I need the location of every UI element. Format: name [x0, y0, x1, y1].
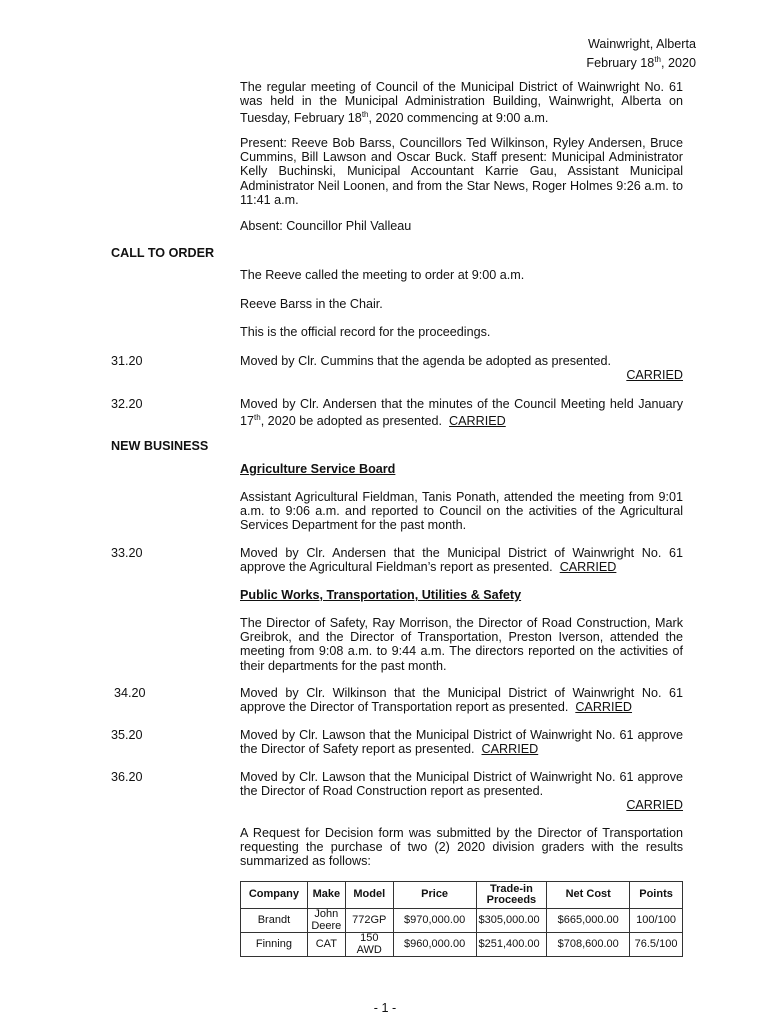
- motion-text: Moved by Clr. Cummins that the agenda be adopted as presented. CARRIED: [240, 354, 683, 383]
- table-cell: $708,600.00: [547, 933, 630, 957]
- table-cell: 76.5/100: [630, 933, 683, 957]
- grader-comparison-table: [240, 881, 683, 957]
- column-header: Model: [345, 882, 393, 909]
- rfd-paragraph: A Request for Decision form was submitted by the Director of Transportation requesting the purchase of two (2) 2020 division graders with the results summarized as follows:: [240, 826, 683, 869]
- header-location: Wainwright, Alberta: [587, 37, 696, 51]
- page-number: - 1 -: [373, 1001, 397, 1015]
- table-cell: $305,000.00: [476, 909, 547, 933]
- table-cell: $251,400.00: [476, 933, 547, 957]
- call-to-order-line: The Reeve called the meeting to order at 9:00 a.m.: [240, 268, 525, 282]
- official-record-line: This is the official record for the proceedings.: [240, 325, 491, 339]
- table-cell: $960,000.00: [393, 933, 476, 957]
- table-cell: John Deere: [307, 909, 345, 933]
- motion-number: 34.20: [114, 686, 146, 700]
- motion-number: 31.20: [111, 354, 143, 368]
- chair-line: Reeve Barss in the Chair.: [240, 297, 383, 311]
- carried-label: CARRIED: [481, 742, 539, 757]
- column-header: Points: [630, 882, 683, 909]
- column-header: Price: [393, 882, 476, 909]
- asb-title: Agriculture Service Board: [240, 462, 396, 476]
- column-header: Make: [307, 882, 345, 909]
- motion-number: 33.20: [111, 546, 143, 560]
- table-cell: 150 AWD: [345, 933, 393, 957]
- table-cell: $665,000.00: [547, 909, 630, 933]
- table-row: [241, 933, 683, 957]
- column-header: Company: [241, 882, 308, 909]
- header-date: February 18th, 2020: [586, 55, 696, 71]
- public-works-paragraph: The Director of Safety, Ray Morrison, the Director of Road Construction, Mark Greibrok, and the Director of Transportation, Preston Iverson, attended the meeting from 9:08 a.m. to 9:44 a.m. The directors reported on the activities of their departments for the past month.: [240, 616, 683, 673]
- table-cell: $970,000.00: [393, 909, 476, 933]
- table-cell: CAT: [307, 933, 345, 957]
- carried-label: CARRIED: [626, 368, 683, 383]
- carried-label: CARRIED: [575, 700, 633, 715]
- carried-label: CARRIED: [626, 798, 683, 813]
- column-header: Net Cost: [547, 882, 630, 909]
- table-cell: Brandt: [241, 909, 308, 933]
- motion-text: Moved by Clr. Andersen that the minutes of the Council Meeting held January 17th, 2020 be adopted as presented. CARRIED: [240, 397, 683, 429]
- table-cell: Finning: [241, 933, 308, 957]
- table-header-row: [241, 882, 683, 909]
- motion-text: Moved by Clr. Andersen that the Municipal District of Wainwright No. 61 approve the Agricultural Fieldman’s report as presented. CARRIED: [240, 546, 683, 575]
- intro-paragraph: The regular meeting of Council of the Municipal District of Wainwright No. 61 was held in the Municipal Administration Building, Wainwright, Alberta on Tuesday, February 18th, 2020 commencing at 9:00 a.m.: [240, 80, 683, 126]
- public-works-title: Public Works, Transportation, Utilities & Safety: [240, 588, 522, 602]
- table-cell: 772GP: [345, 909, 393, 933]
- motion-number: 35.20: [111, 728, 143, 742]
- motion-text: Moved by Clr. Wilkinson that the Municipal District of Wainwright No. 61 approve the Director of Transportation report as presented. CARRIED: [240, 686, 683, 715]
- carried-label: CARRIED: [559, 560, 617, 575]
- present-paragraph: Present: Reeve Bob Barss, Councillors Ted Wilkinson, Ryley Andersen, Bruce Cummins, Bill Lawson and Oscar Buck. Staff present: Municipal Administrator Kelly Buchinski, Municipal Accountant Karrie Gau, Assistant Municipal Administrator Neil Loonen, and from the Star News, Roger Holmes 9:26 a.m. to 11:41 a.m.: [240, 136, 683, 207]
- call-to-order-heading: CALL TO ORDER: [111, 246, 215, 260]
- document-header: [586, 37, 696, 71]
- absent-line: Absent: Councillor Phil Valleau: [240, 219, 412, 233]
- motion-number: 36.20: [111, 770, 143, 784]
- motion-text: Moved by Clr. Lawson that the Municipal District of Wainwright No. 61 approve the Director of Safety report as presented. CARRIED: [240, 728, 683, 757]
- motion-text: Moved by Clr. Lawson that the Municipal District of Wainwright No. 61 approve the Director of Road Construction report as presented. CARRIED: [240, 770, 683, 813]
- column-header: Trade-in Proceeds: [476, 882, 547, 909]
- asb-paragraph: Assistant Agricultural Fieldman, Tanis Ponath, attended the meeting from 9:01 a.m. to 9:06 a.m. and reported to Council on the activities of the Agricultural Services Department for the past month.: [240, 490, 683, 533]
- table-row: [241, 909, 683, 933]
- motion-number: 32.20: [111, 397, 143, 411]
- table-cell: 100/100: [630, 909, 683, 933]
- new-business-heading: NEW BUSINESS: [111, 439, 209, 453]
- carried-label: CARRIED: [449, 414, 506, 429]
